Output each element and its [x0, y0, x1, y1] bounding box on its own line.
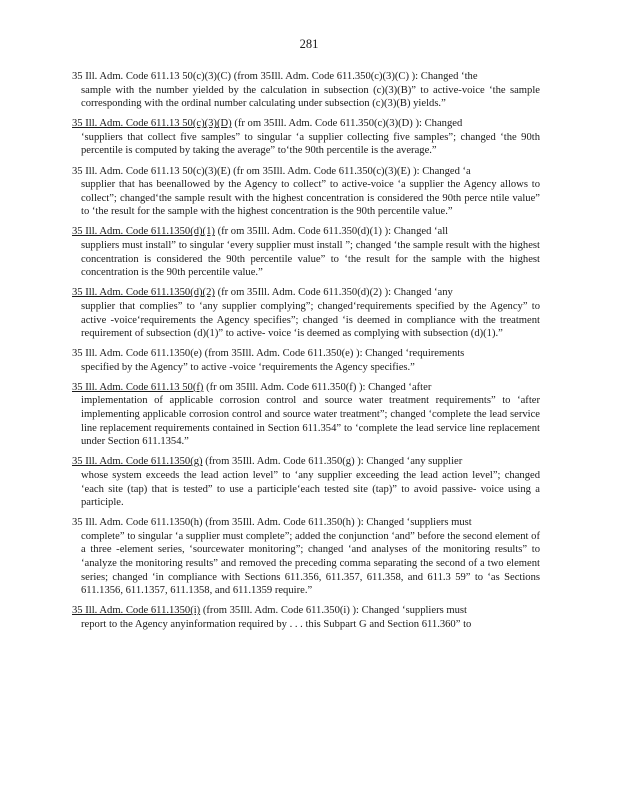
- page-number: 281: [299, 37, 319, 51]
- entry-first-line: [72, 117, 540, 131]
- entry-first-line: [72, 516, 540, 530]
- amendment-entry: [72, 455, 540, 509]
- entry-body-text: ‘suppliers that collect five samples” to singular ‘a supplier collecting five samples”; changed ‘the 90th percentile is computed by taking the average” to‘the 90th percentile is the average.”: [81, 131, 540, 157]
- entry-body-text: suppliers must install” to singular ‘every supplier must install ”; changed ‘the sample result with the highest concentration is considered the 90th percentile value” to ‘the result for the sample with the highest concentration is the 90th percentile value.”: [81, 240, 540, 279]
- entry-first-line: [72, 225, 540, 239]
- amendment-entry: [72, 117, 540, 158]
- entry-body-text: whose system exceeds the lead action level” to ‘any supplier exceeding the lead action level”; changed ‘each site (tap) that is tested” to use a participle‘each tested site (tap)” to avoid passive- voice using a participle.: [81, 469, 540, 509]
- code-citation: 35 Ill. Adm. Code 611.1350(d)(1): [72, 226, 215, 238]
- entry-first-line: [72, 381, 540, 395]
- entry-lead-text: (fr om 35Ill. Adm. Code 611.350(d)(2) ): Changed ‘any: [217, 287, 453, 299]
- entry-lead-text: (fr om 35Ill. Adm. Code 611.350(d)(1) ): Changed ‘all: [217, 226, 449, 238]
- amendment-entry: [72, 225, 540, 279]
- code-citation: 35 Ill. Adm. Code 611.13 50(c)(3)(E): [72, 165, 231, 177]
- entry-body-text: sample with the number yielded by the calculation in subsection (c)(3)(B)” to active-voice ‘the sample corresponding with the ordinal number calculating under subsection (c)(3)(B) yields.”: [81, 84, 540, 110]
- entry-body-text: report to the Agency anyinformation required by . . . this Subpart G and Section 611.360” to: [81, 618, 472, 630]
- code-citation: 35 Ill. Adm. Code 611.13 50(c)(3)(D): [72, 118, 232, 130]
- entry-body-text: specified by the Agency” to active -voice ‘requirements the Agency specifies.”: [81, 361, 415, 373]
- entry-body-text: complete” to singular ‘a supplier must complete”; added the conjunction ‘and” before the second element of a three -element series, ‘sourcewater monitoring”; changed ‘and analyses of the monitoring results” to ‘analyze the monitoring results” and removed the preceding comma separating the second of a two element series; changed ‘in compliance with Sections 611.356, 611.357, 611.358, and 611.3 59” to ‘as Sections 611.1356, 611.1357, 611.1358, and 611.1359 require.”: [81, 530, 540, 597]
- code-citation: 35 Ill. Adm. Code 611.1350(h): [72, 517, 203, 529]
- amendment-entry: [72, 70, 540, 111]
- amendment-entry: [72, 516, 540, 598]
- entry-lead-text: (from 35Ill. Adm. Code 611.350(e) ): Changed ‘requirements: [204, 348, 465, 360]
- entry-first-line: [72, 604, 540, 618]
- code-citation: 35 Ill. Adm. Code 611.1350(e): [72, 348, 202, 360]
- code-citation: 35 Ill. Adm. Code 611.13 50(f): [72, 381, 204, 393]
- entry-lead-text: (fr om 35Ill. Adm. Code 611.350(c)(3)(D) ): Changed: [234, 118, 463, 130]
- entry-first-line: [72, 70, 540, 84]
- code-citation: 35 Ill. Adm. Code 611.1350(i): [72, 605, 201, 617]
- amendment-entry: [72, 347, 540, 374]
- entry-lead-text: (from 35Ill. Adm. Code 611.350(c)(3)(C) ): Changed ‘the: [233, 71, 478, 82]
- entry-lead-text: (from 35Ill. Adm. Code 611.350(g) ): Changed ‘any supplier: [205, 456, 463, 468]
- code-citation: 35 Ill. Adm. Code 611.1350(d)(2): [72, 287, 215, 299]
- amendment-entry: [72, 165, 540, 219]
- entry-lead-text: (fr om 35Ill. Adm. Code 611.350(f) ): Changed ‘after: [206, 381, 432, 393]
- entry-body-text: supplier that complies” to ‘any supplier complying”; changed‘requirements specified by the Agency” to active -voice‘requirements the Agency specifies”; changed ‘is deemed in compliance with the treatment requirement of subsection (d)(1)” to active- voice ‘is deemed as complying with subsection (d)(1).”: [81, 300, 540, 340]
- entry-first-line: [72, 165, 540, 179]
- entry-lead-text: (from 35Ill. Adm. Code 611.350(h) ): Changed ‘suppliers must: [205, 517, 472, 529]
- amendment-entry: [72, 604, 540, 631]
- code-citation: 35 Ill. Adm. Code 611.1350(g): [72, 456, 203, 468]
- amendment-entry: [72, 381, 540, 449]
- entry-body-text: supplier that has beenallowed by the Agency to collect” to active-voice ‘a supplier the Agency allows to collect”; changed‘the sample result with the highest concentration is considered the 90th perce ntile value” to ‘the result for the sample with the highest concentration is the 90th percentile value.”: [81, 179, 540, 218]
- entry-first-line: [72, 455, 540, 469]
- amendment-list: [72, 70, 540, 638]
- entry-first-line: [72, 286, 540, 300]
- amendment-entry: [72, 286, 540, 340]
- entry-first-line: [72, 347, 540, 361]
- code-citation: 35 Ill. Adm. Code 611.13 50(c)(3)(C): [72, 71, 232, 82]
- entry-body-text: implementation of applicable corrosion control and source water treatment requirements” to ‘after implementing applicable corrosion control and source water treatment”; changed ‘complete the lead service line replacement requirements contained in Section 611.354” to ‘complete the lead service line replacement under Section 611.1354.”: [81, 395, 540, 448]
- entry-lead-text: (from 35Ill. Adm. Code 611.350(i) ): Changed ‘suppliers must: [202, 605, 467, 617]
- entry-lead-text: (fr om 35Ill. Adm. Code 611.350(c)(3)(E) ): Changed ‘a: [233, 165, 471, 177]
